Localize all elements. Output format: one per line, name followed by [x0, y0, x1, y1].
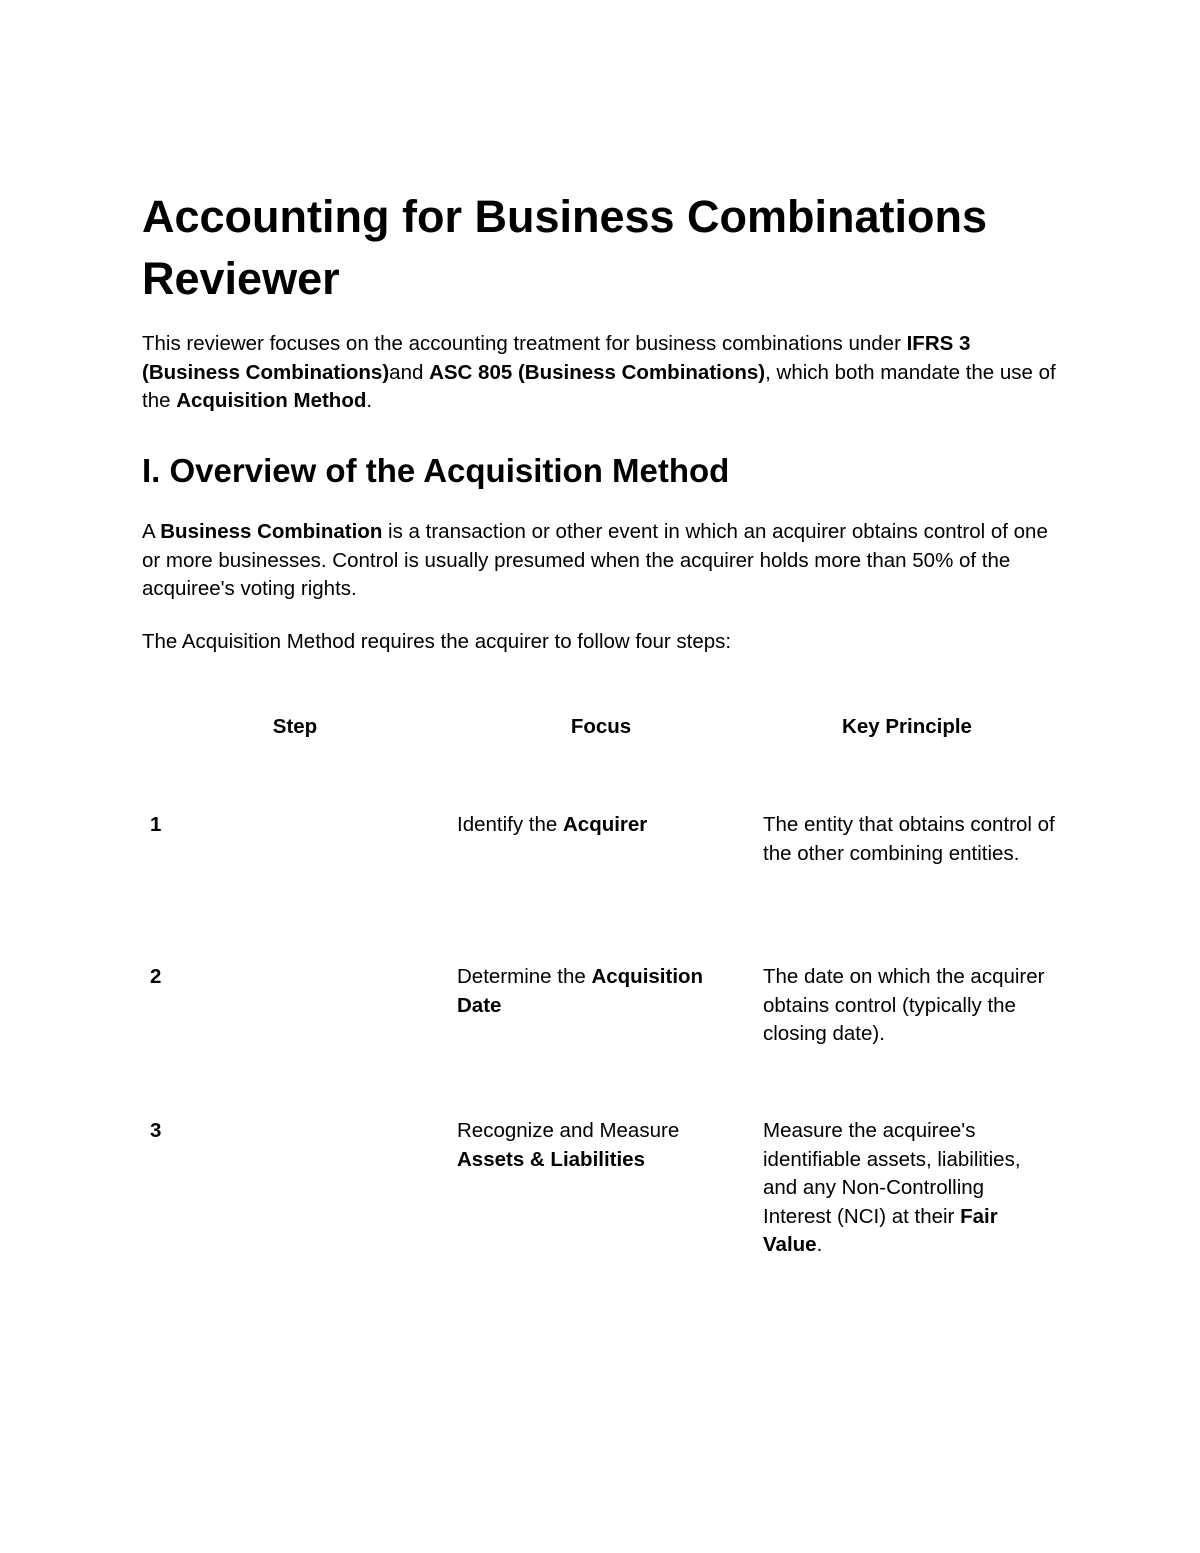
section-heading: I. Overview of the Acquisition Method	[142, 452, 730, 489]
para1-text-1: A	[142, 520, 161, 543]
row-focus	[457, 963, 747, 1020]
intro-asc805: ASC 805 (Business Combinations)	[429, 360, 766, 384]
row-step-number: 3	[150, 1119, 162, 1142]
table-header-key-principle: Key Principle	[842, 715, 972, 738]
table-header-step: Step	[272, 715, 318, 738]
row-key-principle	[763, 811, 1058, 868]
table-header-focus: Focus	[570, 715, 632, 738]
key-bold: Fair Value	[763, 1204, 998, 1256]
row-step-number: 1	[150, 813, 162, 836]
focus-text: Identify the	[457, 813, 563, 836]
row-focus	[457, 811, 747, 840]
intro-text-2: and	[389, 360, 430, 384]
intro-ifrs3: IFRS 3 (Business Combinations)	[142, 332, 971, 384]
focus-bold: Acquisition Date	[457, 965, 704, 1017]
intro-text-1: This reviewer focuses on the accounting treatment for business combinations under	[142, 332, 907, 355]
intro-text-3: , which both mandate the use of the	[142, 360, 1056, 412]
page-title: Accounting for Business Combinations Reviewer	[142, 191, 988, 304]
row-focus	[457, 1117, 747, 1174]
focus-bold: Acquirer	[562, 813, 648, 836]
intro-paragraph	[142, 330, 1062, 416]
key-end: .	[816, 1233, 823, 1256]
para1-business-combination: Business Combination	[160, 520, 383, 543]
key-text: The entity that obtains control of the other combining entities.	[763, 813, 1055, 865]
row-step-number: 2	[150, 965, 162, 988]
focus-bold: Assets & Liabilities	[457, 1147, 645, 1171]
key-text: Measure the acquiree's identifiable assets, liabilities, and any Non-Controlling Interest (NCI) at their	[763, 1119, 1021, 1228]
focus-text: Determine the	[457, 965, 592, 988]
focus-text: Recognize and Measure	[457, 1119, 680, 1142]
row-key-principle	[763, 1117, 1058, 1260]
intro-acquisition-method: Acquisition Method	[176, 389, 367, 412]
key-text: The date on which the acquirer obtains control (typically the closing date).	[763, 965, 1045, 1045]
row-key-principle	[763, 963, 1058, 1049]
para1-text-2: is a transaction or other event in which an acquirer obtains control of one or more businesses. Control is usually presumed when the acquirer holds more than 50% of the acquiree's voting rights.	[142, 520, 1048, 600]
intro-text-4: .	[366, 389, 373, 412]
business-combination-paragraph	[142, 518, 1067, 604]
steps-intro-paragraph: The Acquisition Method requires the acquirer to follow four steps:	[142, 630, 732, 653]
